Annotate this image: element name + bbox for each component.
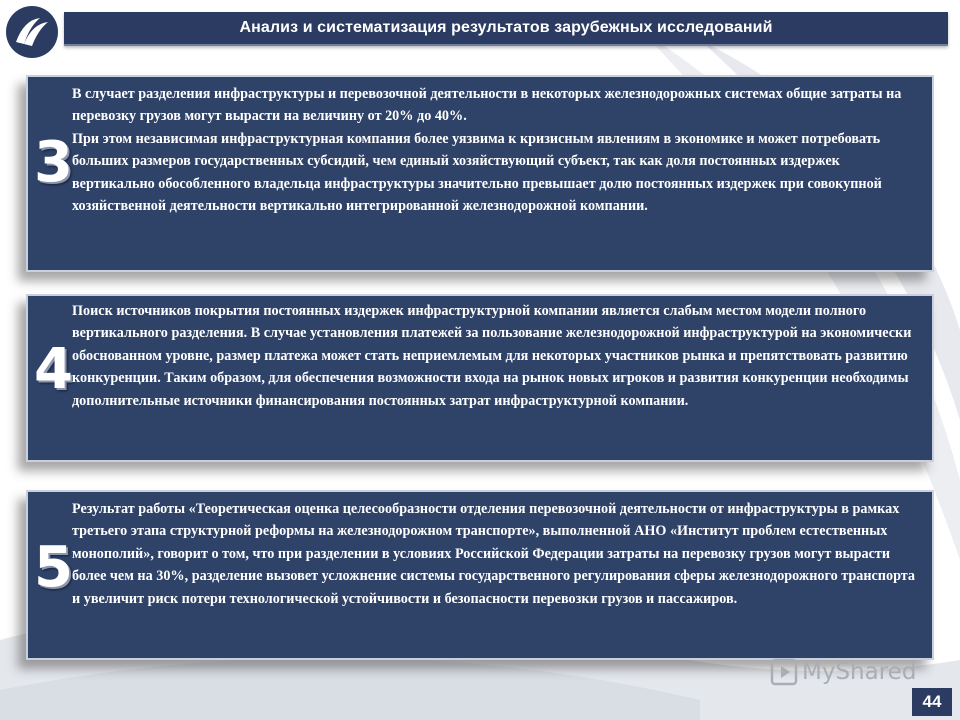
slide-title-bar xyxy=(64,12,948,46)
finding-panel-3 xyxy=(26,75,934,272)
panel-number: 3 xyxy=(34,130,73,195)
finding-panel-5 xyxy=(26,490,934,660)
panel-paragraph: Результат работы «Теоретическая оценка целесообразности отделения перевозочной деятельности от инфраструктуры в рамках третьего этапа структурной реформы на железнодорожном транспорте», выполненной АНО «Институт проблем естественных монополий», говорит о том, что при разделении в условиях Российской Федерации затраты на перевозку грузов могут вырасти более чем на 30%, разделение вызовет усложнение системы государственного регулирования сферы железнодорожного транспорта и увеличит риск потери технологической устойчивости и безопасности перевозки грузов и пассажиров. xyxy=(72,501,916,607)
company-logo-icon xyxy=(6,6,58,58)
slide-title: Анализ и систематизация результатов зарубежных исследований xyxy=(239,19,773,36)
panel-text xyxy=(72,498,926,610)
panel-number: 5 xyxy=(34,535,73,600)
watermark-text: MyShared xyxy=(802,659,917,685)
panel-paragraph: Поиск источников покрытия постоянных издержек инфраструктурной компании является слабым местом модели полного вертикального разделения. В случае установления платежей за пользование железнодорожной инфраструктурой на экономически обоснованном уровне, размер платежа может стать неприемлемым для некоторых участников рынка и препятствовать развитию конкуренции. Таким образом, для обеспечения возможности входа на рынок новых игроков и развития конкуренции необходимы дополнительные источники финансирования постоянных затрат инфраструктурной компании. xyxy=(72,303,912,409)
panel-paragraph: В случает разделения инфраструктуры и перевозочной деятельности в некоторых железнодорожных системах общие затраты на перевозку грузов могут вырасти на величину от 20% до 40%. xyxy=(72,86,902,125)
panel-text xyxy=(72,83,926,217)
page-number: 44 xyxy=(912,688,952,716)
watermark xyxy=(770,658,916,686)
myshared-logo-icon xyxy=(770,658,798,686)
finding-panel-4 xyxy=(26,294,934,462)
panel-text xyxy=(72,300,926,412)
panel-paragraph: При этом независимая инфраструктурная компания более уязвима к кризисным явлениям в экономике и может потребовать больших размеров государственных субсидий, чем единый хозяйствующий субъект, так как доля постоянных издержек вертикально обособленного владельца инфраструктуры значительно превышает долю постоянных издержек при совокупной хозяйственной деятельности вертикально интегрированной железнодорожной компании. xyxy=(72,130,882,215)
panel-number: 4 xyxy=(34,337,73,402)
